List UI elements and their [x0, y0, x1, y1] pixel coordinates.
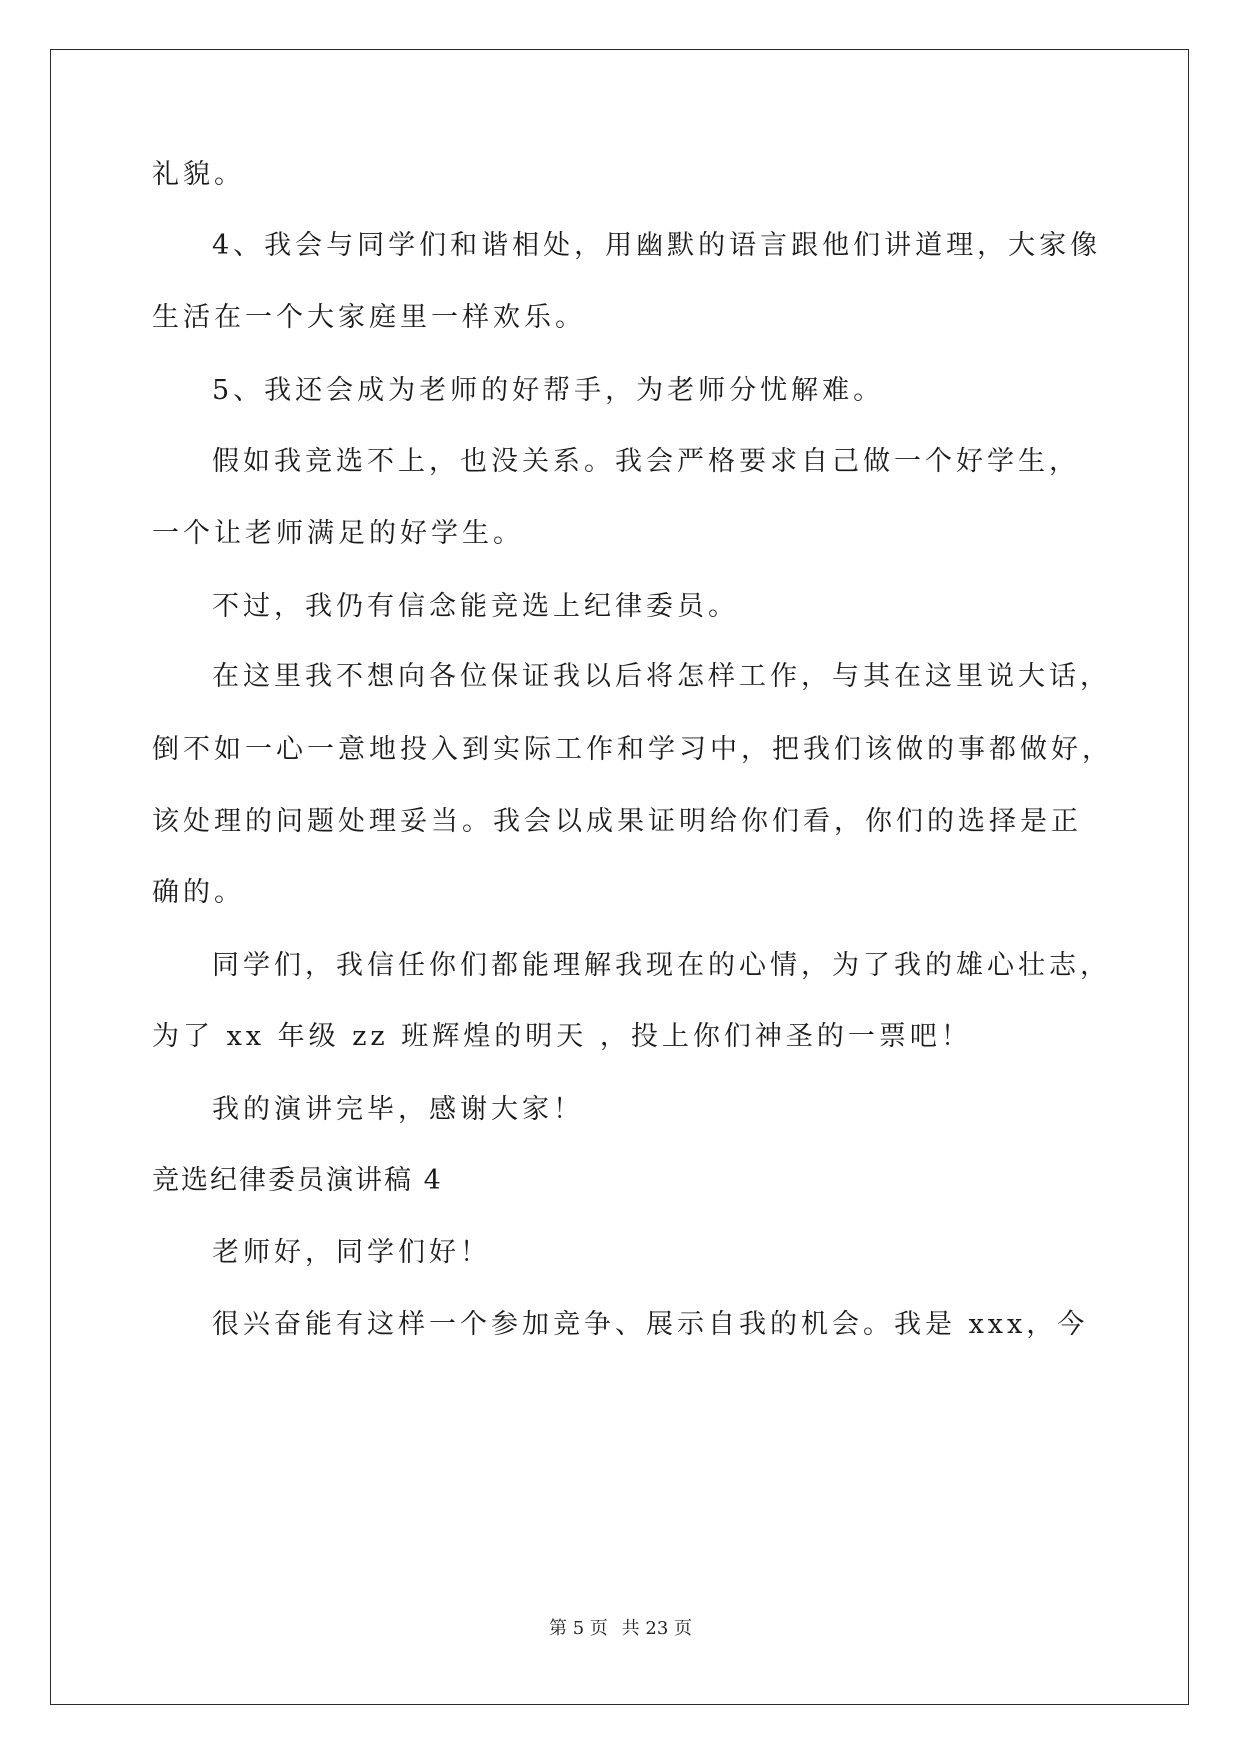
text-line: 4、我会与同学们和谐相处，用幽默的语言跟他们讲道理，大家像: [212, 230, 1102, 261]
text-line: 同学们，我信任你们都能理解我现在的心情，为了我的雄心壮志，: [212, 950, 1111, 981]
text-line: 很兴奋能有这样一个参加竞争、展示自我的机会。我是 xxx，今: [212, 1309, 1089, 1340]
page-number: 第 5 页: [549, 1618, 608, 1639]
text-line: 一个让老师满足的好学生。: [152, 518, 524, 549]
text-line: 确的。: [152, 877, 245, 908]
text-line: 礼貌。: [152, 159, 245, 190]
text-line: 不过，我仍有信念能竞选上纪律委员。: [212, 591, 739, 622]
section-heading: 竞选纪律委员演讲稿 4: [152, 1165, 443, 1196]
text-line: 老师好，同学们好！: [212, 1237, 491, 1268]
text-line: 在这里我不想向各位保证我以后将怎样工作，与其在这里说大话，: [212, 661, 1111, 692]
text-line: 倒不如一心一意地投入到实际工作和学习中，把我们该做的事都做好，: [152, 734, 1113, 765]
text-line: 我的演讲完毕，感谢大家！: [212, 1094, 584, 1125]
text-line: 5、我还会成为老师的好帮手，为老师分忧解难。: [212, 375, 885, 406]
page-total: 共 23 页: [621, 1618, 692, 1639]
text-line: 为了 xx 年级 zz 班辉煌的明天 ，投上你们神圣的一票吧！: [152, 1021, 972, 1052]
page-footer: [0, 1617, 1241, 1641]
text-line: 生活在一个大家庭里一样欢乐。: [152, 302, 586, 333]
text-line: 假如我竞选不上，也没关系。我会严格要求自己做一个好学生，: [212, 446, 1080, 477]
text-line: 该处理的问题处理妥当。我会以成果证明给你们看，你们的选择是正: [152, 806, 1082, 837]
